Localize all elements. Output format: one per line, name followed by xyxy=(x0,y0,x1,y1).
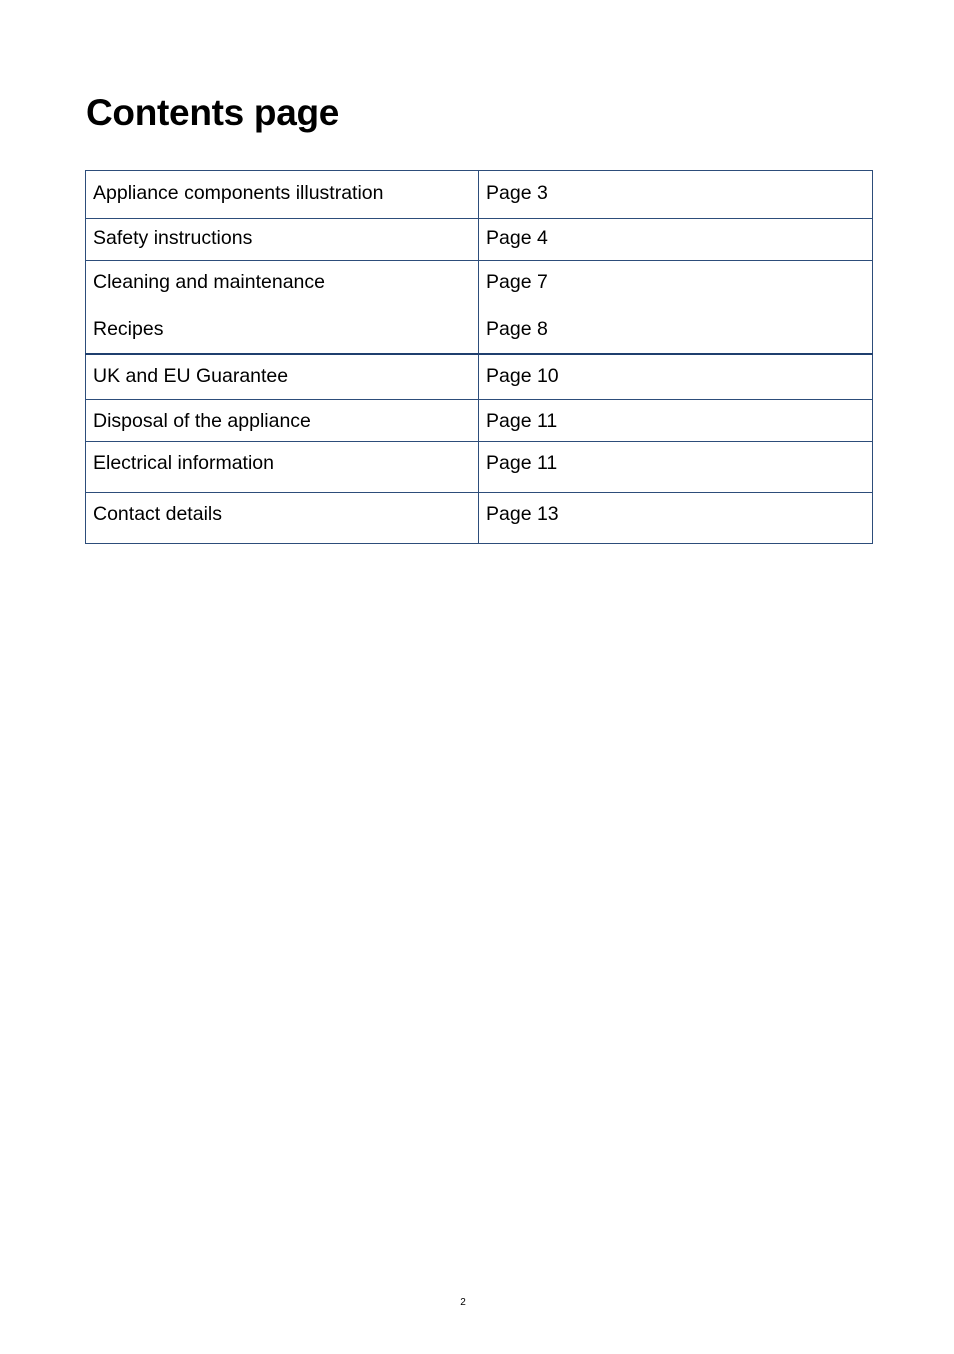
table-row xyxy=(86,261,873,354)
contents-entry-page: Page 11 xyxy=(479,400,873,442)
contents-entry-label: Cleaning and maintenance xyxy=(93,271,326,293)
table-row xyxy=(86,400,873,442)
contents-entry-label: Disposal of the appliance xyxy=(86,400,479,442)
contents-entry-label: Safety instructions xyxy=(86,219,479,261)
table-row xyxy=(86,442,873,493)
contents-entry-page: Page 7 xyxy=(486,271,548,293)
contents-cell-pages xyxy=(479,261,873,354)
page-number: 2 xyxy=(460,1297,466,1308)
contents-entry-page: Page 3 xyxy=(479,171,873,219)
table-row xyxy=(86,219,873,261)
contents-entry-page: Page 11 xyxy=(479,442,873,493)
contents-entry-label: Electrical information xyxy=(86,442,479,493)
contents-cell-labels xyxy=(86,261,479,354)
contents-entry-label: Contact details xyxy=(86,493,479,544)
table-row xyxy=(86,354,873,400)
contents-entry-label: UK and EU Guarantee xyxy=(86,354,479,400)
page-title: Contents page xyxy=(86,92,340,133)
table-row xyxy=(86,171,873,219)
contents-entry-label: Appliance components illustration xyxy=(86,171,479,219)
contents-entry-page: Page 10 xyxy=(479,354,873,400)
table-row xyxy=(86,493,873,544)
contents-entry-page: Page 13 xyxy=(479,493,873,544)
contents-entry-label: Recipes xyxy=(93,318,164,340)
contents-entry-page: Page 4 xyxy=(479,219,873,261)
contents-table xyxy=(85,170,873,544)
contents-entry-page: Page 8 xyxy=(486,318,548,340)
